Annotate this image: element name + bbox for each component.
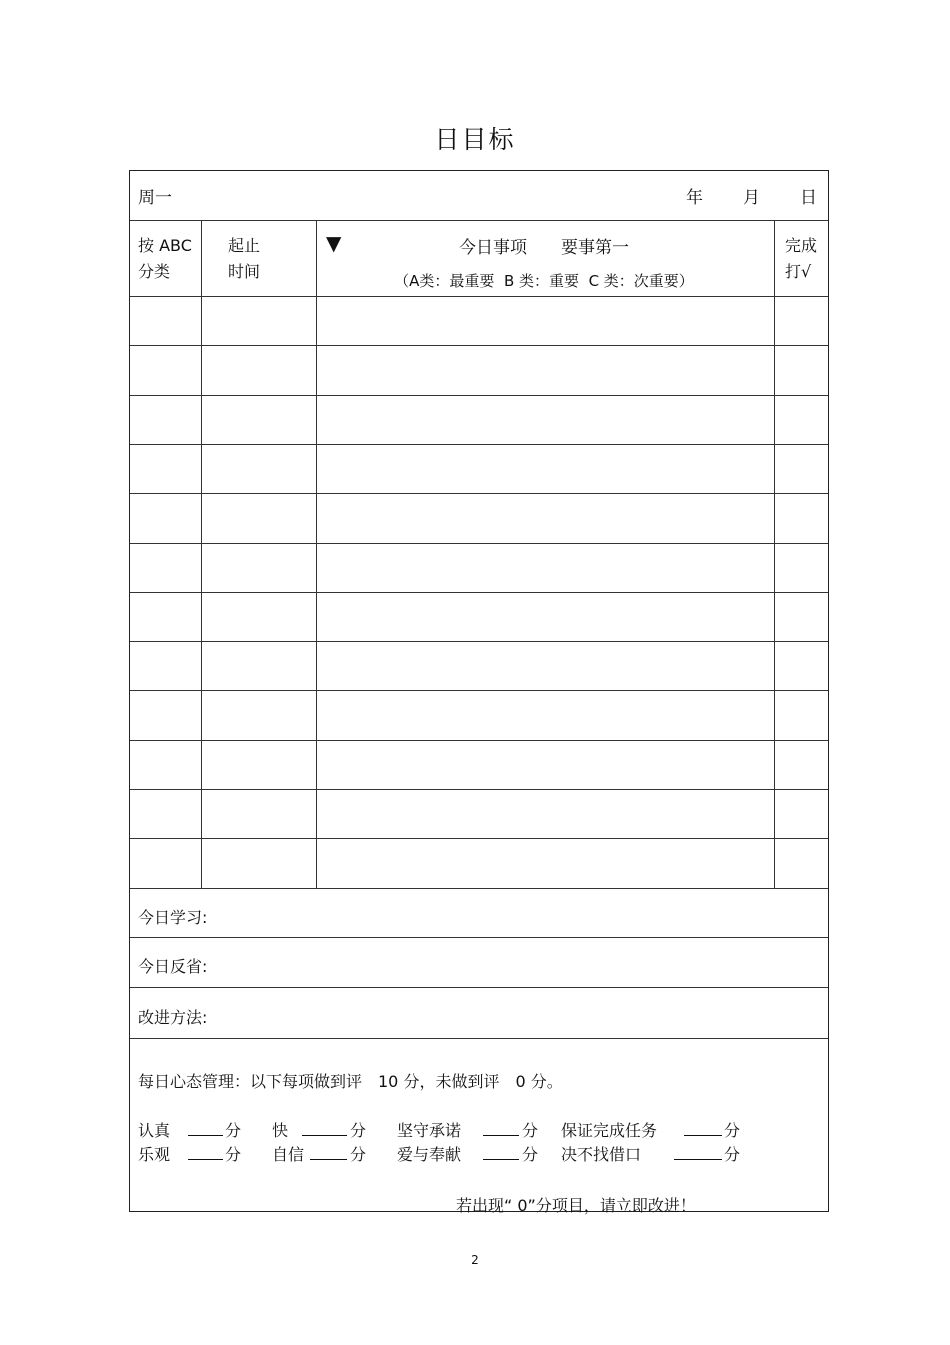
mindset-item-label: 快 xyxy=(272,1121,289,1140)
column-divider xyxy=(316,220,317,888)
mindset-item-label: 自信 xyxy=(272,1145,305,1164)
tasks-header: 今日事项 要事第一 xyxy=(459,238,629,258)
score-unit: 分 xyxy=(522,1145,539,1164)
score-blank[interactable] xyxy=(188,1145,223,1160)
divider xyxy=(130,1038,828,1039)
table-row xyxy=(130,543,828,544)
today-reflection-label: 今日反省: xyxy=(138,957,208,976)
score-unit: 分 xyxy=(724,1145,741,1164)
score-unit: 分 xyxy=(350,1145,367,1164)
month-label: 月 xyxy=(743,188,760,208)
divider xyxy=(130,987,828,988)
score-blank[interactable] xyxy=(674,1145,722,1160)
mindset-item-label: 乐观 xyxy=(138,1145,171,1164)
table-row xyxy=(130,493,828,494)
column-divider xyxy=(201,220,202,888)
abc-category-header-line1: 按 ABC xyxy=(138,236,192,255)
done-header-line2: 打√ xyxy=(785,262,812,281)
improvement-method-label: 改进方法: xyxy=(138,1008,208,1027)
mindset-item-label: 决不找借口 xyxy=(561,1145,642,1164)
score-blank[interactable] xyxy=(310,1145,347,1160)
table-row xyxy=(130,345,828,346)
divider xyxy=(130,220,828,221)
mindset-footer: 若出现“ 0”分项目，请立即改进！ xyxy=(456,1196,696,1215)
score-blank[interactable] xyxy=(483,1145,519,1160)
mindset-item-label: 认真 xyxy=(138,1121,171,1140)
today-study-label: 今日学习: xyxy=(138,908,208,927)
mindset-item-label: 坚守承诺 xyxy=(397,1121,462,1140)
column-divider xyxy=(774,220,775,888)
weekday-label: 周一 xyxy=(138,188,172,208)
score-unit: 分 xyxy=(350,1121,367,1140)
table-row xyxy=(130,838,828,839)
table-row xyxy=(130,444,828,445)
table-row xyxy=(130,690,828,691)
mindset-item-label: 爱与奉献 xyxy=(397,1145,462,1164)
time-header-line2: 时间 xyxy=(228,262,261,281)
score-blank[interactable] xyxy=(302,1121,347,1136)
page-title: 日目标 xyxy=(434,125,516,154)
score-unit: 分 xyxy=(724,1121,741,1140)
page-number: 2 xyxy=(471,1253,479,1267)
score-blank[interactable] xyxy=(684,1121,722,1136)
day-label: 日 xyxy=(800,188,817,208)
table-row xyxy=(130,888,828,889)
score-unit: 分 xyxy=(225,1145,242,1164)
tasks-subheader: （A类：最重要 B 类：重要 C 类：次重要） xyxy=(394,272,694,290)
divider xyxy=(130,937,828,938)
done-header-line1: 完成 xyxy=(785,236,818,255)
abc-category-header-line2: 分类 xyxy=(138,262,171,281)
score-blank[interactable] xyxy=(188,1121,223,1136)
score-blank[interactable] xyxy=(483,1121,519,1136)
table-row xyxy=(130,641,828,642)
time-header-line1: 起止 xyxy=(228,236,261,255)
table-row xyxy=(130,592,828,593)
table-row xyxy=(130,740,828,741)
divider xyxy=(130,296,828,297)
daily-goal-form xyxy=(129,170,829,1215)
table-row xyxy=(130,395,828,396)
mindset-intro: 每日心态管理：以下每项做到评 10 分，未做到评 0 分。 xyxy=(138,1072,563,1091)
score-unit: 分 xyxy=(522,1121,539,1140)
score-unit: 分 xyxy=(225,1121,242,1140)
table-row xyxy=(130,789,828,790)
year-label: 年 xyxy=(686,188,703,208)
triangle-down-icon: ▼ xyxy=(326,231,342,255)
mindset-item-label: 保证完成任务 xyxy=(561,1121,658,1140)
